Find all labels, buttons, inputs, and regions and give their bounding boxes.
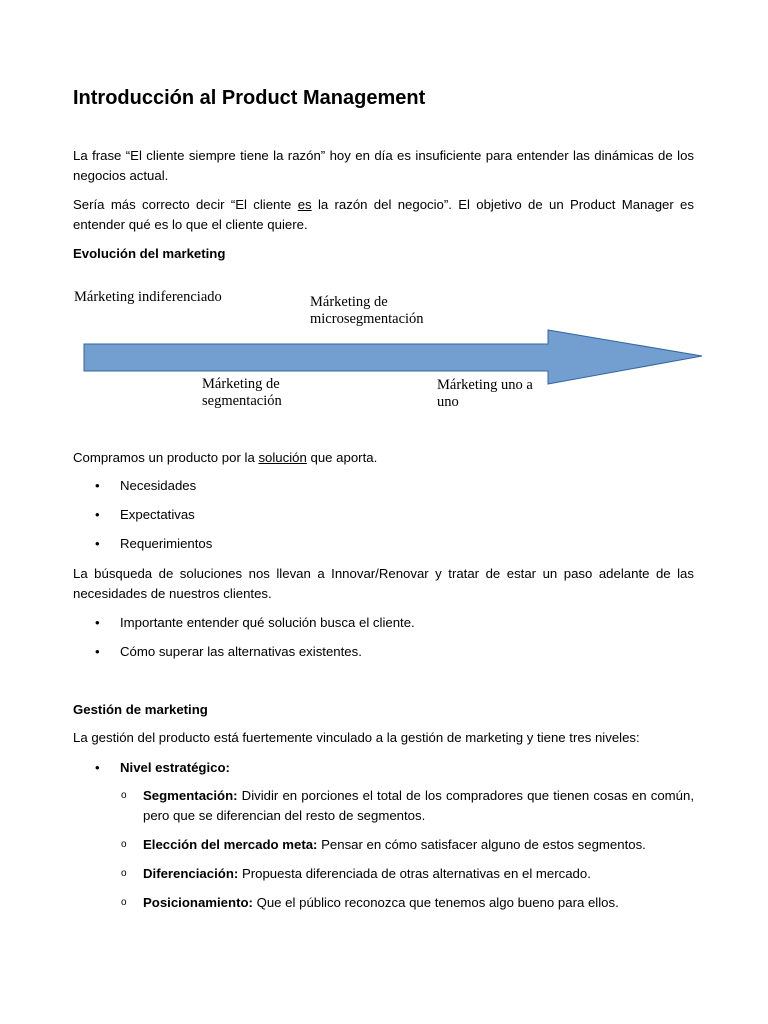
nivel-estrategico-label: Nivel estratégico: [120,760,230,775]
label-microsegmentacion: Márketing de microsegmentación [310,294,424,327]
circle-bullet-icon: o [121,839,127,850]
sublist-text: Pensar en cómo satisfacer alguno de estos segmentos. [317,837,646,852]
bullet-icon: • [95,760,100,775]
list-item [95,758,230,778]
underlined-solucion: solución [258,450,307,465]
page-title: Introducción al Product Management [73,87,426,109]
label-indiferenciado: Márketing indiferenciado [74,289,222,305]
list-item [95,476,196,496]
bullet-icon: • [95,507,100,522]
sublist-text: Propuesta diferenciada de otras alternativas en el mercado. [238,866,591,881]
sublist-term: Segmentación: [143,788,238,803]
underlined-es: es [297,197,312,212]
circle-bullet-icon: o [121,790,127,801]
list-item-label: Necesidades [120,478,197,493]
list-item [95,534,212,554]
paragraph-cliente-before: Sería más correcto decir “El cliente [73,197,298,212]
paragraph-solucion-before: Compramos un producto por la [73,450,259,465]
sublist-text: Dividir en porciones el total de los compradores que tienen cosas en común, pero que se diferencian del resto de segmentos. [143,788,694,823]
sublist-text: Que el público reconozca que tenemos algo bueno para ellos. [252,895,619,910]
circle-bullet-icon: o [121,897,127,908]
bullet-icon: • [95,615,100,630]
paragraph-intro: La frase “El cliente siempre tiene la razón” hoy en día es insuficiente para entender las dinámicas de los negocios actual. [73,148,694,183]
list-item [95,642,362,662]
circle-bullet-icon: o [121,868,127,879]
paragraph-gestion: La gestión del producto está fuertemente vinculado a la gestión de marketing y tiene tres niveles: [73,730,640,745]
list-item-label: Cómo superar las alternativas existentes. [120,644,362,659]
sublist-item [121,835,694,855]
sublist-item [121,893,694,913]
paragraph-solucion [73,448,694,468]
sublist-term: Diferenciación: [143,866,239,881]
bullet-icon: • [95,478,100,493]
list-item-label: Expectativas [120,507,195,522]
paragraph-solucion-after: que aporta. [306,450,378,465]
heading-gestion: Gestión de marketing [73,702,208,717]
paragraph-cliente-after: la razón del negocio”. El objetivo de un Product Manager es entender qué es lo que el cliente quiere. [73,197,694,232]
sublist-item [121,864,694,884]
list-item-label: Importante entender qué solución busca el cliente. [120,615,415,630]
label-uno-a-uno: Márketing uno a uno [437,377,533,410]
bullet-icon: • [95,644,100,659]
sublist-item [121,786,694,826]
label-segmentacion: Márketing de segmentación [202,376,282,409]
list-item-label: Requerimientos [120,536,213,551]
paragraph-busqueda: La búsqueda de soluciones nos llevan a Innovar/Renovar y tratar de estar un paso adelante de las necesidades de nuestros clientes. [73,566,694,601]
list-item [95,505,195,525]
heading-evolucion: Evolución del marketing [73,246,226,261]
sublist-term: Posicionamiento: [143,895,253,910]
sublist-term: Elección del mercado meta: [143,837,318,852]
paragraph-cliente [73,195,694,235]
marketing-evolution-diagram [0,280,768,420]
list-item [95,613,415,633]
evolution-arrow [84,330,702,384]
bullet-icon: • [95,536,100,551]
